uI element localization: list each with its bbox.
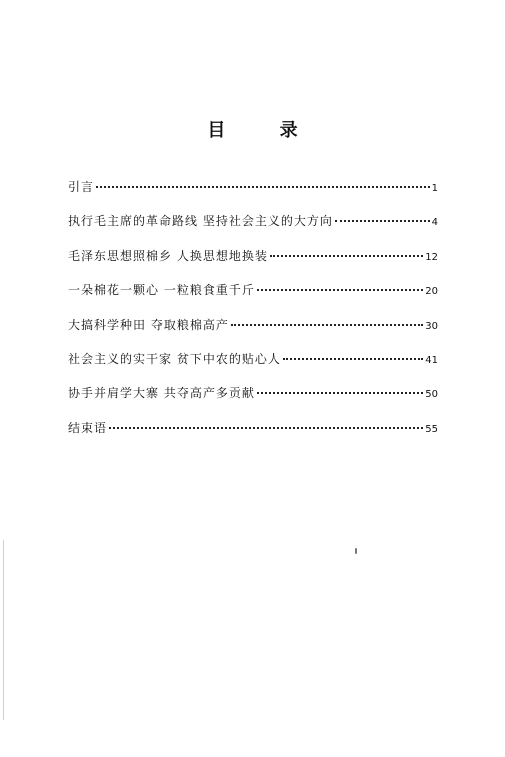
toc-entry[interactable] (68, 350, 438, 384)
toc-entry-title: 大搞科学种田 夺取粮棉高产 (68, 317, 229, 332)
page-title: 目 录 (207, 120, 322, 141)
toc-entry-page: 1 (431, 183, 438, 194)
toc-entry-page: 41 (425, 354, 438, 366)
toc-entry-page: 55 (425, 423, 438, 435)
toc-leader-dots (257, 289, 423, 291)
toc-entry-title: 结束语 (68, 420, 108, 435)
toc-leader-dots (335, 220, 430, 222)
toc-entry-page: 12 (425, 251, 438, 263)
toc-entry-title: 一朵棉花一颗心 一粒粮食重千斤 (68, 283, 255, 298)
toc-entry-page: 20 (425, 286, 438, 298)
scan-edge-line (3, 540, 4, 720)
toc-leader-dots (96, 186, 430, 188)
toc-entry-page: 50 (425, 389, 438, 401)
toc-entry[interactable] (68, 316, 438, 350)
toc-entry-title: 社会主义的实干家 贫下中农的贴心人 (68, 351, 281, 366)
toc-entry-title: 毛泽东思想照棉乡 人换思想地换装 (68, 248, 268, 263)
toc-entry-title: 协手并肩学大寨 共夺高产多贡献 (68, 386, 255, 401)
table-of-contents (68, 178, 438, 453)
toc-leader-dots (257, 392, 423, 394)
scan-artifact-mark (355, 548, 357, 554)
toc-leader-dots (270, 255, 423, 257)
toc-entry-page: 4 (431, 217, 438, 229)
toc-leader-dots (231, 324, 423, 326)
toc-entry[interactable] (68, 178, 438, 212)
toc-entry[interactable] (68, 281, 438, 315)
toc-entry[interactable] (68, 384, 438, 418)
toc-entry-title: 执行毛主席的革命路线 坚持社会主义的大方向 (68, 214, 333, 229)
toc-entry-title: 引言 (68, 180, 95, 194)
toc-leader-dots (283, 358, 423, 360)
toc-entry[interactable] (68, 212, 438, 246)
toc-leader-dots (109, 427, 423, 429)
toc-entry[interactable] (68, 247, 438, 281)
toc-entry[interactable] (68, 419, 438, 453)
toc-entry-page: 30 (425, 320, 438, 332)
